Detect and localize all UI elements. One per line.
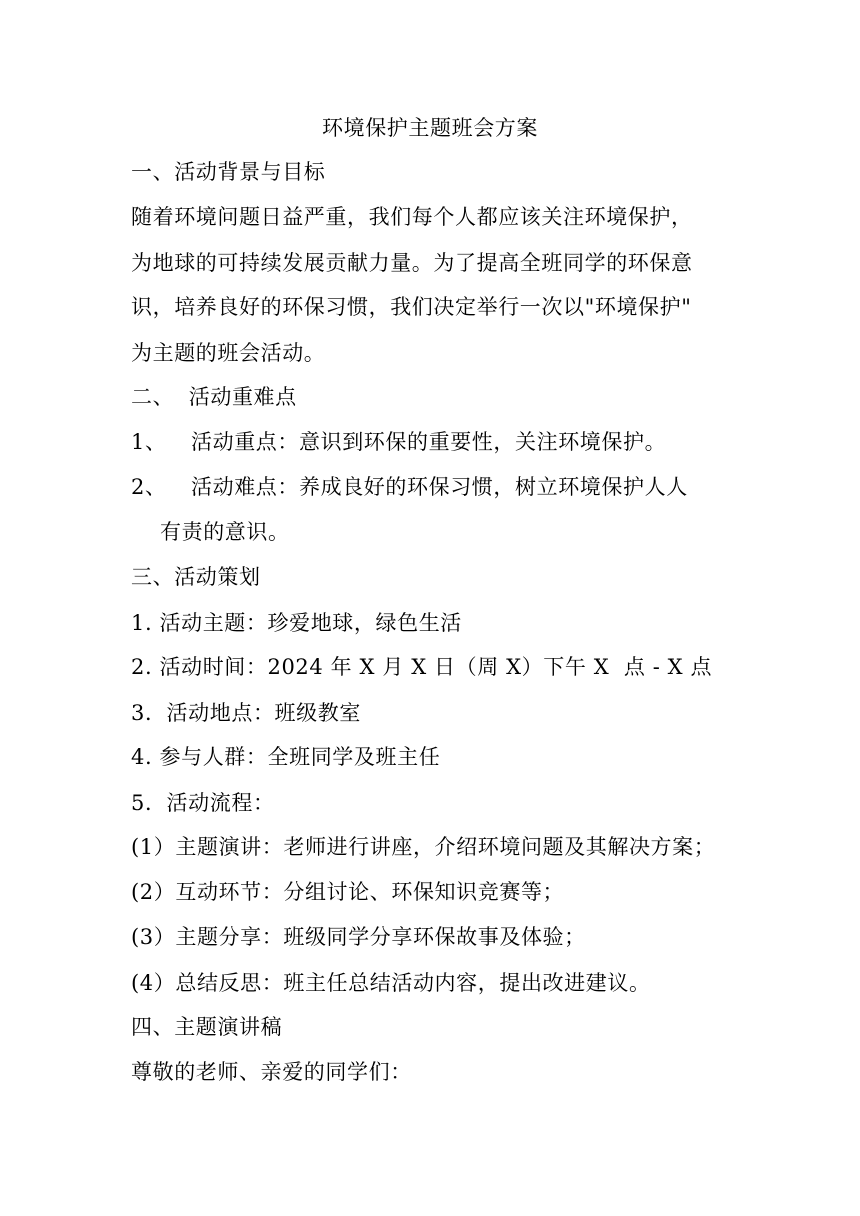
plan-item: 4. 参与人群：全班同学及班主任 [131,745,441,769]
plan-item: 1. 活动主题：珍爱地球，绿色生活 [131,611,462,635]
plan-item: 5．活动流程： [131,791,275,815]
paragraph-line: 为地球的可持续发展贡献力量。为了提高全班同学的环保意 [131,251,693,275]
section-heading-key-points: 二、 活动重难点 [131,385,297,409]
key-point-marker: 2、 [131,475,167,499]
key-point-text: 活动重点：意识到环保的重要性，关注环境保护。 [191,430,667,454]
key-point-text: 活动难点：养成良好的环保习惯，树立环境保护人人 [191,475,688,499]
section-heading-speech: 四、主题演讲稿 [131,1015,283,1039]
flow-item: (2）互动环节：分组讨论、环保知识竞赛等； [131,880,565,904]
paragraph-line: 为主题的班会活动。 [131,341,326,365]
speech-greeting: 尊敬的老师、亲爱的同学们： [131,1060,412,1084]
plan-item: 3．活动地点：班级教室 [131,701,361,725]
document-title: 环境保护主题班会方案 [322,116,538,140]
flow-item: (4）总结反思：班主任总结活动内容，提出改进建议。 [131,971,651,995]
plan-item: 2. 活动时间：2024 年 X 月 X 日（周 X）下午 X 点 - X 点 [131,655,713,679]
flow-item: (1）主题演讲：老师进行讲座，介绍环境问题及其解决方案； [131,835,716,859]
key-point-marker: 1、 [131,430,167,454]
section-heading-background: 一、活动背景与目标 [131,160,326,184]
paragraph-line: 随着环境问题日益严重，我们每个人都应该关注环境保护， [131,205,693,229]
key-point-continuation: 有责的意识。 [160,520,290,544]
paragraph-line: 识，培养良好的环保习惯，我们决定举行一次以"环境保护" [131,295,692,319]
section-heading-plan: 三、活动策划 [131,565,261,589]
flow-item: (3）主题分享：班级同学分享环保故事及体验； [131,925,586,949]
